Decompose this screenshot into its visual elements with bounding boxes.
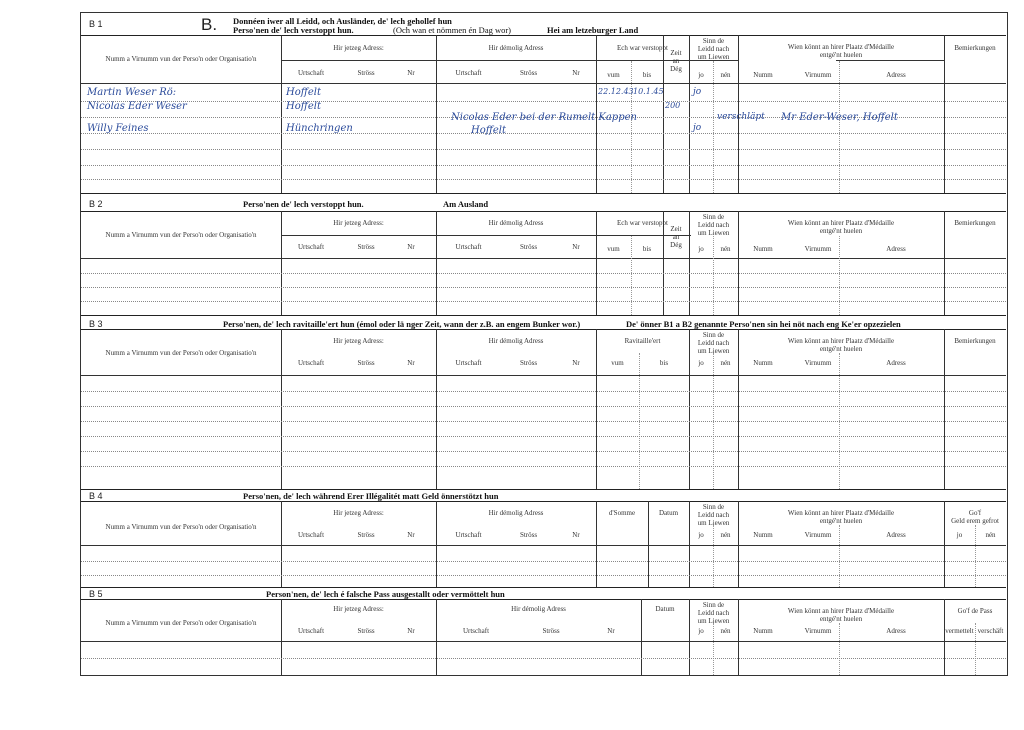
b2-remarks: Bemierkungen <box>954 219 996 227</box>
b5-alive1: Sinn de <box>702 601 725 609</box>
hw-days: 200 <box>665 101 681 110</box>
b1-remarks: Bemierkungen <box>954 44 996 52</box>
b4-nr2: Nr <box>572 531 580 539</box>
b5-street2: Ströss <box>542 627 560 635</box>
b1-to: bis <box>642 71 652 79</box>
b2-name-col-label: Numm a Virnumm vun der Perso'n oder Organisatio'n <box>105 231 257 239</box>
b2-current-address-label: Hir jetzeg Adress: <box>333 219 384 227</box>
form-page <box>80 12 1008 676</box>
b5-issued: verschäft <box>977 627 1004 635</box>
b3-no: nén <box>720 359 731 367</box>
b3-medal1: Wien könnt an hirer Plaatz d'Médaille <box>787 337 895 345</box>
hw-r3-town: Hünchringen <box>286 123 353 134</box>
b1-street2: Ströss <box>519 69 538 77</box>
b1-yes: jo <box>698 71 704 79</box>
hw-dead: verschläpt <box>717 112 765 122</box>
b1-current-address-label: Hir jetzeg Adress: <box>333 44 384 52</box>
b2-street: Ströss <box>357 243 375 251</box>
b1-nr2: Nr <box>572 69 580 77</box>
b5-name-col-label: Numm a Virnumm vun der Perso'n oder Organisatio'n <box>105 619 257 627</box>
b5-medal2: entgé'nt huelen <box>819 615 863 623</box>
hw-r2-former: Nicolas Eder bei der Rumelt Kappen <box>451 112 637 123</box>
b1-title-line2b: (Och wan et nömmen én Dag wor) <box>393 25 512 35</box>
b3-yes: jo <box>698 359 704 367</box>
b5-current-address-label: Hir jetzeg Adress: <box>333 605 384 613</box>
b4-date: Datum <box>658 509 679 517</box>
b4-no2: nén <box>985 531 996 539</box>
b4-town2: Urtschaft <box>455 531 482 539</box>
b5-returned: vermettelt <box>945 627 974 635</box>
b5-date: Datum <box>655 605 675 613</box>
b1-street: Ströss <box>357 69 375 77</box>
b3-town: Urtschaft <box>297 359 325 367</box>
b1-address: Adress <box>886 71 906 79</box>
b4-medal1: Wien könnt an hirer Plaatz d'Médaille <box>787 509 895 517</box>
b2-to: bis <box>642 245 652 253</box>
b3-title-b: De' önner B1 a B2 genannte Perso'nen sin hei nöt nach eng Ke'er opzezielen <box>626 319 901 329</box>
b4-former-address-label: Hir démolig Adress <box>488 509 544 517</box>
b3-street2: Ströss <box>519 359 538 367</box>
b2-town: Urtschaft <box>297 243 325 251</box>
b5-title: Person'nen, de' lech é falsche Pass ausgestallt oder vermöttelt hun <box>266 589 505 599</box>
section-code-b1: B 1 <box>89 19 103 29</box>
b2-time2: an <box>672 233 680 241</box>
hw-yes1: jo <box>693 87 702 97</box>
b2-from: vum <box>607 245 620 253</box>
hw-r2-name: Nicolas Eder Weser <box>87 101 187 112</box>
b5-nr2: Nr <box>607 627 615 635</box>
b1-town2: Urtschaft <box>455 69 482 77</box>
b2-alive2: Leidd nach <box>697 221 730 229</box>
hw-medal-entry: Mr Eder-Weser, Hoffelt <box>781 112 898 123</box>
b3-address: Adress <box>886 359 906 367</box>
b2-name: Numm <box>753 245 773 253</box>
b2-title-b: Am Ausland <box>443 199 489 209</box>
b2-alive3: um Liewen <box>697 229 730 237</box>
form-letter: B. <box>201 15 218 34</box>
b2-former-address-label: Hir démolig Adress <box>488 219 544 227</box>
b3-nr2: Nr <box>572 359 580 367</box>
b5-nr: Nr <box>407 627 415 635</box>
b1-alive1: Sinn de <box>702 37 725 45</box>
b5-town: Urtschaft <box>297 627 325 635</box>
b5-alive2: Leidd nach <box>697 609 730 617</box>
hw-r3-former: Hoffelt <box>471 125 506 136</box>
b4-nr: Nr <box>407 531 415 539</box>
b1-nr: Nr <box>407 69 415 77</box>
b4-yes: jo <box>698 531 704 539</box>
hw-r3-name: Willy Feines <box>87 123 149 134</box>
b4-alive2: Leidd nach <box>697 511 730 519</box>
b5-street: Ströss <box>357 627 375 635</box>
section-code-b4: B 4 <box>89 491 103 501</box>
hw-r1-town: Hoffelt <box>286 87 321 98</box>
b2-medal1: Wien könnt an hirer Plaatz d'Médaille <box>787 219 895 227</box>
b2-medal2: entgé'nt huelen <box>819 227 863 235</box>
b2-yes: jo <box>698 245 704 253</box>
b1-town: Urtschaft <box>297 69 325 77</box>
b1-medal2: entgé'nt huelen <box>819 51 863 59</box>
b2-time3: Dég <box>670 241 682 249</box>
b5-address: Adress <box>886 627 906 635</box>
b3-title: Perso'nen, de' lech ravitaille'ert hun (émol oder lä nger Zeit, wann der z.B. an engem Bunker wor.) <box>223 319 581 329</box>
b4-alive3: um Liewen <box>697 519 730 527</box>
b5-former-address-label: Hir démolig Adress <box>511 605 566 613</box>
b3-ravitailleert-label: Ravitaille'ert <box>624 337 661 345</box>
b1-name-col-label: Numm a Virnumm vun der Perso'n oder Organisatio'n <box>105 55 257 63</box>
b4-money1: Go'f <box>968 509 982 517</box>
b3-alive3: um Liewen <box>697 347 730 355</box>
b5-yes: jo <box>698 627 704 635</box>
b2-nr: Nr <box>407 243 415 251</box>
b1-name: Numm <box>753 71 773 79</box>
b4-town: Urtschaft <box>297 531 325 539</box>
b2-no: nén <box>720 245 731 253</box>
b3-alive2: Leidd nach <box>697 339 730 347</box>
b3-name: Numm <box>753 359 773 367</box>
b1-time3: Dég <box>670 65 682 73</box>
b4-money3: Geld erem gefrot <box>951 517 999 525</box>
b5-no: nén <box>720 627 731 635</box>
b4-alive1: Sinn de <box>702 503 725 511</box>
b4-medal2: entgé'nt huelen <box>819 517 863 525</box>
b3-medal2: entgé'nt huelen <box>819 345 863 353</box>
b1-time2: an <box>672 57 680 65</box>
b3-current-address-label: Hir jetzeg Adress: <box>333 337 384 345</box>
b1-from: vum <box>607 71 620 79</box>
b4-title: Perso'nen, de' lech während Erer Illégalitét matt Geld önnerstötzt hun <box>243 491 499 501</box>
b4-yes2: jo <box>956 531 963 539</box>
b2-firstname: Virnumm <box>804 245 832 253</box>
b3-to: bis <box>659 359 669 367</box>
b2-town2: Urtschaft <box>455 243 482 251</box>
b1-title-line1: Donnéen iwer all Leidd, och Ausländer, de' lech gehollef hun <box>233 16 452 26</box>
b2-nr2: Nr <box>572 243 580 251</box>
b1-time1: Zeit <box>670 49 682 57</box>
b2-street2: Ströss <box>519 243 538 251</box>
b4-street2: Ströss <box>519 531 538 539</box>
b5-passport: Go'f de Pass <box>957 607 993 615</box>
b3-name-col-label: Numm a Virnumm vun der Perso'n oder Organisatio'n <box>105 349 257 357</box>
b4-name-col-label: Numm a Virnumm vun der Perso'n oder Organisatio'n <box>105 523 257 531</box>
section-code-b5: B 5 <box>89 589 103 599</box>
b3-remarks: Bemierkungen <box>954 337 996 345</box>
b4-current-address-label: Hir jetzeg Adress: <box>333 509 384 517</box>
b3-nr: Nr <box>407 359 415 367</box>
b1-alive2: Leidd nach <box>697 45 730 53</box>
hw-dates: 22.12.43 <box>598 87 634 96</box>
hw-to-date: 10.1.45 <box>633 87 664 96</box>
hw-yes2: jo <box>693 123 702 133</box>
b1-medal1: Wien könnt an hirer Plaatz d'Médaille <box>787 43 895 51</box>
b4-no: nén <box>720 531 731 539</box>
b3-alive1: Sinn de <box>702 331 725 339</box>
b3-firstname: Virnumm <box>804 359 832 367</box>
b2-time1: Zeit <box>670 225 682 233</box>
b5-medal1: Wien könnt an hirer Plaatz d'Médaille <box>787 607 895 615</box>
b3-from: vum <box>611 359 624 367</box>
b1-title-line2c: Hei am letzeburger Land <box>547 25 639 35</box>
b3-town2: Urtschaft <box>455 359 482 367</box>
b5-alive3: um Liewen <box>697 617 730 625</box>
b2-hid-label: Ech war verstoppt <box>617 219 668 227</box>
b4-name: Numm <box>753 531 773 539</box>
b2-title: Perso'nen de' lech verstoppt hun. <box>243 199 364 209</box>
section-code-b2: B 2 <box>89 199 103 209</box>
b2-address: Adress <box>886 245 906 253</box>
hw-r2-town: Hoffelt <box>286 101 321 112</box>
b1-title-line2a: Perso'nen de' lech verstoppt hun. <box>233 25 354 35</box>
b3-former-address-label: Hir démolig Adress <box>488 337 544 345</box>
b1-firstname: Virnumm <box>804 71 832 79</box>
hw-r1-name: Martin Weser Rö: <box>87 87 177 98</box>
b5-town2: Urtschaft <box>462 627 490 635</box>
b1-hid-label: Ech war verstoppt <box>617 44 668 52</box>
b5-name: Numm <box>753 627 773 635</box>
b4-address: Adress <box>886 531 906 539</box>
b1-no: nén <box>720 71 731 79</box>
b3-street: Ströss <box>357 359 375 367</box>
b1-former-address-label: Hir démolig Adress <box>488 44 544 52</box>
b4-firstname: Virnumm <box>804 531 832 539</box>
b5-firstname: Virnumm <box>804 627 832 635</box>
b2-alive1: Sinn de <box>702 213 725 221</box>
b4-street: Ströss <box>357 531 375 539</box>
section-code-b3: B 3 <box>89 319 103 329</box>
b1-alive3: um Liewen <box>697 53 730 61</box>
b4-sum: d'Somme <box>608 509 636 517</box>
